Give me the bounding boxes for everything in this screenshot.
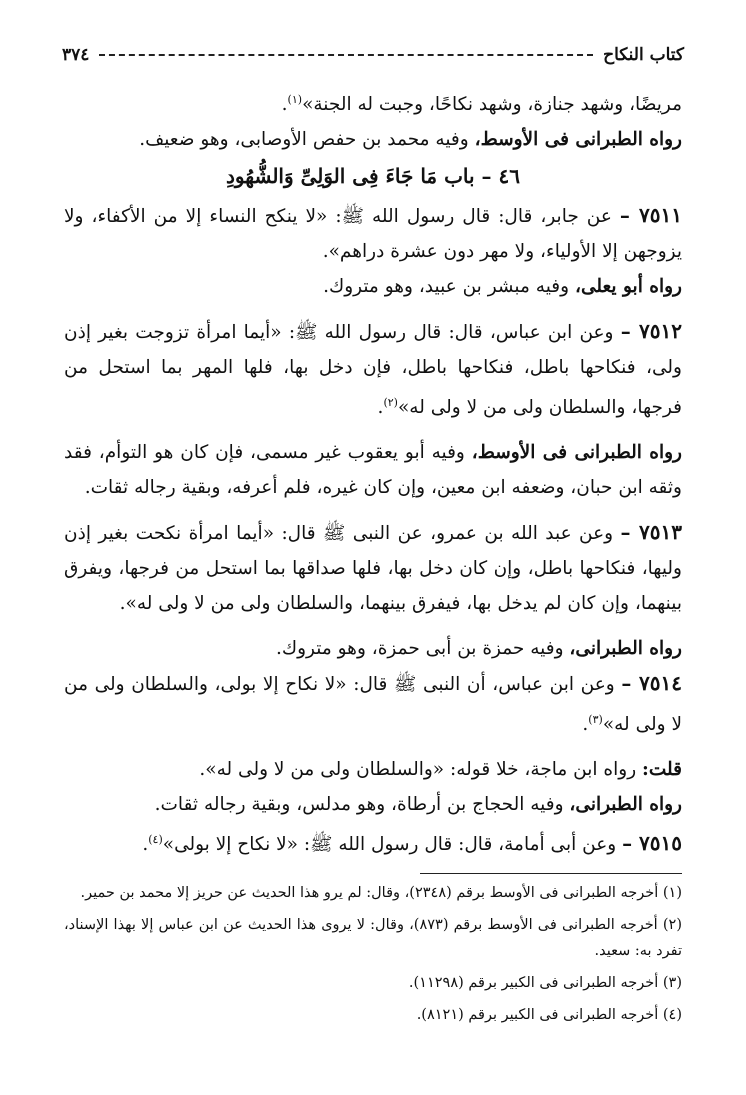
footnote-ref-1: (١): [287, 93, 303, 106]
footnote-separator: [420, 873, 682, 874]
note-label: قلت:: [642, 759, 682, 781]
source-text: وفيه أبو يعقوب غير مسمى، فإن كان هو التوأم، فقد وثقه ابن حبان، وضعفه ابن معين، وإن كان غيره، فلم أعرفه، وبقية رجاله ثقات.: [64, 442, 682, 499]
hadith-text: وعن ابن عباس، قال: قال رسول الله ﷺ: «أيما امرأة تزوجت بغير إذن ولى، فنكاحها باطل، فنكاحها باطل، فإن دخل بها، فلها المهر بما استحل من فرجها، والسلطان ولى من لا ولى له»: [64, 322, 682, 419]
hadith-text: وعن أبى أمامة، قال: قال رسول الله ﷺ: «لا نكاح إلا بولى»: [162, 834, 623, 856]
footnote-ref-4: (٤): [148, 833, 163, 847]
chapter-heading: ٤٦ – باب مَا جَاءَ فِى الوَلِىِّ وَالشُّهُودِ: [226, 164, 520, 189]
footnote-ref-2: (٢): [383, 396, 398, 410]
footnote: (٤) أخرجه الطبرانى فى الكبير برقم (٨١٢١).: [416, 1007, 682, 1023]
source-label: رواه الطبرانى،: [569, 794, 682, 816]
source-text: وفيه الحجاج بن أرطاة، وهو مدلس، وبقية رجاله ثقات.: [154, 794, 570, 816]
author-note: [64, 752, 682, 787]
source-note-2: [64, 269, 682, 304]
hadith-text: عن جابر، قال: قال رسول الله ﷺ: «لا ينكح النساء إلا من الأكفاء، ولا يزوجهن إلا الأولياء، ولا مهر دون عشرة دراهم».: [64, 206, 682, 263]
hadith-7511: [64, 198, 682, 269]
source-note-4: [64, 631, 682, 666]
hadith-7512: ٧٥١٢ – وعن ابن عباس، قال: قال رسول الله ﷺ: «أيما امرأة تزوجت بغير إذن ولى، فنكاحها باطل، فنكاحها باطل، فإن دخل بها، فلها المهر بما استحل من فرجها، والسلطان ولى من لا ولى له»$^{(٢)}$.: [64, 319, 682, 419]
footnote: (١) أخرجه الطبرانى فى الأوسط برقم (٢٣٤٨)، وقال: لم يرو هذا الحديث عن حريز إلا محمد بن حمير.: [80, 885, 682, 901]
source-label: رواه الطبرانى فى الأوسط،: [471, 442, 682, 464]
source-note-1: [64, 122, 682, 157]
hadith-text: وعن ابن عباس، أن النبى ﷺ قال: «لا نكاح إلا بولى، والسلطان ولى من لا ولى له»: [64, 674, 682, 736]
source-label: رواه الطبرانى فى الأوسط،: [474, 129, 682, 151]
hadith-number: ٧٥١١ –: [619, 203, 682, 228]
continuation-paragraph: مريضًا، وشهد جنازة، وشهد نكاحًا، وجبت له الجنة»$^{(١)}$.: [281, 93, 682, 116]
hadith-number: ٧٥١٣ –: [620, 520, 682, 545]
hadith-7515: ٧٥١٥ – وعن أبى أمامة، قال: قال رسول الله ﷺ: «لا نكاح إلا بولى»$^{(٤)}$.: [142, 831, 682, 856]
source-text: وفيه محمد بن حفص الأوصابى، وهو ضعيف.: [139, 129, 475, 151]
footnote: (٢) أخرجه الطبرانى فى الأوسط برقم (٨٧٣)، وقال: لا يروى هذا الحديث عن ابن عباس إلا بهذا الإسناد، تفرد به: سعيد.: [64, 917, 682, 959]
source-label: رواه الطبرانى،: [569, 638, 682, 660]
book-title: كتاب النكاح: [603, 45, 684, 65]
source-text: وفيه مبشر بن عبيد، وهو متروك.: [323, 276, 575, 298]
header-divider: [99, 54, 593, 56]
page-header: [62, 40, 684, 70]
hadith-number: ٧٥١٥ –: [622, 831, 682, 856]
page-number: ٣٧٤: [62, 45, 90, 65]
footnote: (٣) أخرجه الطبرانى فى الكبير برقم (١١٢٩٨).: [408, 975, 682, 991]
continuation-text: مريضًا، وشهد جنازة، وشهد نكاحًا، وجبت له الجنة»: [302, 94, 682, 116]
hadith-number: ٧٥١٤ –: [621, 671, 682, 696]
main-text: [64, 82, 682, 863]
note-text: رواه ابن ماجة، خلا قوله: «والسلطان ولى من لا ولى له».: [199, 759, 643, 781]
footnote-ref-3: (٣): [588, 713, 603, 727]
hadith-7514: ٧٥١٤ – وعن ابن عباس، أن النبى ﷺ قال: «لا نكاح إلا بولى، والسلطان ولى من لا ولى له»$^{(٣)}$.: [64, 671, 682, 736]
hadith-number: ٧٥١٢ –: [620, 319, 682, 344]
source-text: وفيه حمزة بن أبى حمزة، وهو متروك.: [275, 638, 570, 660]
hadith-text: وعن عبد الله بن عمرو، عن النبى ﷺ قال: «أيما امرأة نكحت بغير إذن وليها، فنكاحها باطل، وإن كان دخل بها، فلها صداقها بما استحل من فرجها، ويفرق بينهما، وإن كان لم يدخل بها، فيفرق بينهما، والسلطان ولى من لا ولى له».: [64, 523, 682, 615]
source-note-5: [64, 787, 682, 822]
source-note-3: [64, 435, 682, 505]
hadith-7513: [64, 515, 682, 621]
source-label: رواه أبو يعلى،: [574, 276, 682, 298]
footnotes: [64, 880, 682, 1034]
